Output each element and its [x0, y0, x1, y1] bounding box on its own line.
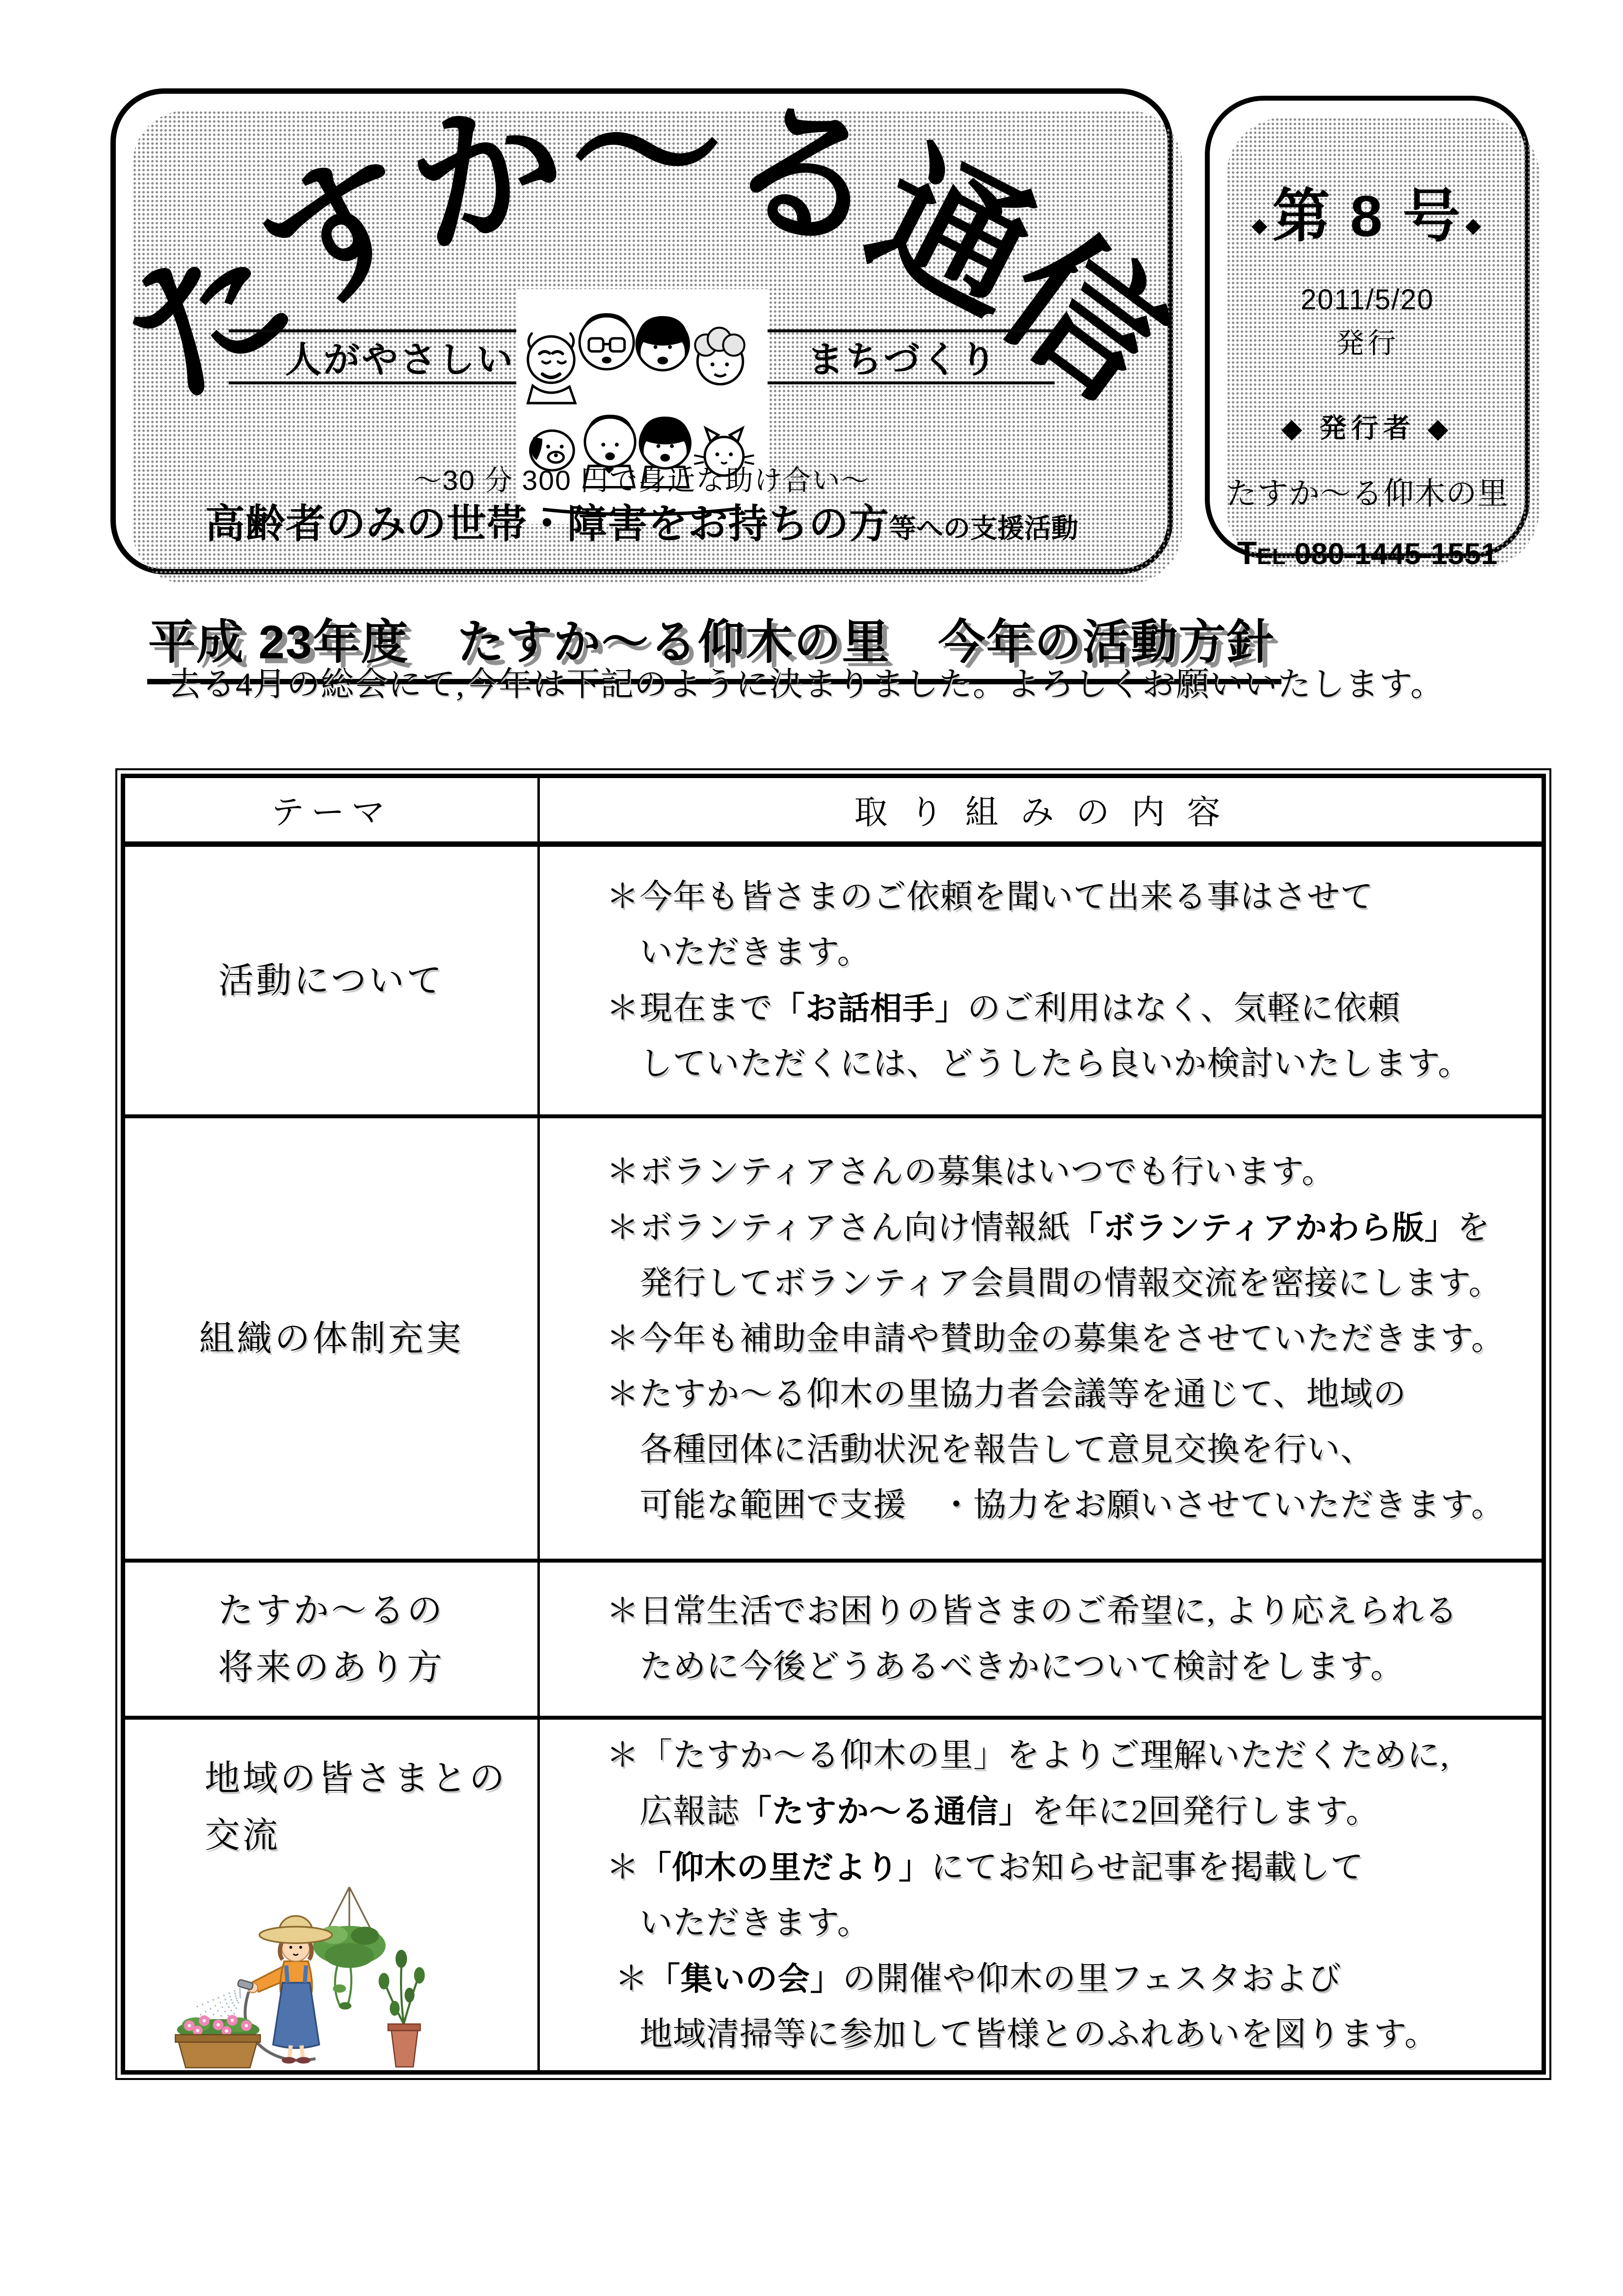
text-segment: いただきます。	[606, 934, 871, 971]
publisher-heading: ◆ 発行者 ◆	[1281, 413, 1454, 443]
section-heading-text: 平成 23年度 たすか〜る仰木の里 今年の活動方針	[147, 605, 1281, 684]
column-header-content: 取 り 組 み の 内 容	[854, 794, 1227, 831]
text-segment: を	[1457, 1209, 1490, 1246]
text-segment: 「ボランティアかわら版」	[1070, 1209, 1457, 1245]
theme-cell	[125, 1720, 540, 2070]
intro-text: 去る4月の総会にて,今年は下記のように決まりました。よろしくお願いいたします。	[168, 666, 1444, 703]
theme-label: 組織の体制充実	[199, 1319, 464, 1358]
table-row	[125, 1114, 1542, 1559]
content-line	[606, 1256, 1532, 1311]
tagline-band	[229, 329, 1055, 384]
text-segment: 「仰木の里だより」	[639, 1849, 931, 1885]
text-segment: ＊ボランティアさんの募集はいつでも行います。	[606, 1153, 1335, 1190]
table-body	[125, 847, 1542, 2070]
flower-planter	[175, 2015, 260, 2068]
content-line	[606, 1783, 1532, 1839]
content-line	[606, 1895, 1532, 1951]
theme-cell	[125, 847, 540, 1114]
masthead-target-line	[116, 492, 1168, 549]
issue-number-text: 第 8 号	[1272, 184, 1463, 249]
content-cell	[540, 847, 1542, 1114]
text-segment: ＊たすか〜る仰木の里協力者会議等を通じて、地域の	[606, 1376, 1407, 1412]
text-segment: のご利用はなく、気軽に依頼	[967, 990, 1401, 1026]
theme-label: たすか〜るの	[217, 1591, 445, 1630]
table-header-row	[125, 778, 1542, 847]
text-segment: ＊	[606, 1960, 648, 1997]
content-line	[606, 980, 1532, 1036]
activity-table-inner	[121, 774, 1546, 2075]
tel-label-small: EL	[1257, 544, 1286, 569]
theme-cell	[125, 1563, 540, 1716]
content-line	[606, 1839, 1532, 1895]
text-segment: 「お話相手」	[773, 990, 968, 1026]
publisher-name: たすか〜る仰木の里	[1226, 477, 1509, 511]
grandfather-figure	[528, 333, 575, 403]
tel-label: T	[1237, 535, 1257, 571]
column-header-theme: テーマ	[125, 778, 540, 841]
issue-number	[1249, 169, 1486, 253]
content-line	[606, 1036, 1532, 1092]
diamond-icon: ◆	[1465, 214, 1483, 237]
potted-plant	[378, 1950, 425, 2067]
content-line	[606, 1951, 1532, 2007]
target-suffix-text: 等への支援活動	[889, 513, 1079, 543]
text-segment: 発行してボランティア会員間の情報交流を密接にします。	[606, 1265, 1502, 1301]
text-segment: 地域清掃等に参加して皆様とのふれあいを図ります。	[606, 2016, 1438, 2053]
diamond-icon: ◆	[1251, 214, 1270, 237]
content-line	[606, 1639, 1532, 1695]
hanging-plant	[313, 1887, 386, 2009]
text-segment: ＊今年も皆さまのご依頼を聞いて出来る事はさせて	[606, 879, 1374, 915]
content-line	[606, 2007, 1532, 2062]
grandmother-figure	[695, 328, 744, 384]
content-line	[606, 1367, 1532, 1422]
theme-label: 地域の皆さまとの	[205, 1759, 507, 1798]
content-line	[606, 1422, 1532, 1478]
text-segment: していただくには、どうしたら良いか検討いたします。	[606, 1046, 1471, 1082]
text-segment: いただきます。	[606, 1904, 871, 1941]
content-cell	[540, 1720, 1542, 2070]
theme-cell	[125, 1118, 540, 1559]
text-segment: 「集いの会」	[648, 1960, 843, 1997]
activity-table	[115, 768, 1551, 2080]
target-main-text: 高齢者のみの世帯・障害をお持ちの方	[205, 502, 889, 546]
content-cell	[540, 1563, 1542, 1716]
masthead-box	[97, 70, 1192, 574]
content-cell	[540, 1118, 1542, 1559]
text-segment: ＊	[606, 1849, 639, 1886]
content-line	[606, 1584, 1532, 1639]
masthead-slogan: 〜30 分 300 円で身近な助け合い〜	[413, 465, 870, 496]
content-line	[606, 1728, 1532, 1783]
text-segment: ＊ボランティアさん向け情報紙	[606, 1209, 1071, 1246]
theme-label: 交流	[205, 1816, 281, 1855]
text-segment: ＊今年も補助金申請や賛助金の募集をさせていただきます。	[606, 1320, 1505, 1357]
content-line	[606, 1144, 1532, 1200]
issue-publish-word: 発行	[1335, 327, 1399, 359]
content-line	[606, 869, 1532, 925]
issue-date: 2011/5/20	[1301, 284, 1434, 316]
mother-figure	[637, 316, 689, 370]
content-line	[606, 1311, 1532, 1367]
father-figure	[579, 313, 633, 369]
text-segment: にてお知らせ記事を掲載して	[931, 1849, 1364, 1886]
text-segment: ＊現在まで	[606, 990, 773, 1026]
text-segment: 「たすか〜る通信」	[740, 1793, 1032, 1829]
content-line	[606, 1478, 1532, 1533]
text-segment: の開催や仰木の里フェスタおよび	[842, 1960, 1342, 1997]
table-row	[125, 1716, 1542, 2070]
text-segment: 広報誌	[606, 1793, 740, 1830]
text-segment: ＊「たすか〜る仰木の里」をよりご理解いただくために,	[606, 1737, 1449, 1774]
tagline-right: まちづくり	[807, 339, 998, 380]
tagline-left: 人がやさしい	[285, 339, 515, 380]
content-line	[606, 925, 1532, 980]
theme-label: 将来のあり方	[217, 1648, 445, 1687]
table-row	[125, 847, 1542, 1114]
table-row	[125, 1559, 1542, 1716]
newsletter-title-text: たすか〜る通信	[97, 70, 1192, 428]
telephone-line	[1237, 534, 1498, 571]
watering-woman-illustration	[152, 1885, 489, 2070]
text-segment: ために今後どうあるべきかについて検討をします。	[606, 1648, 1404, 1685]
text-segment: を年に2回発行します。	[1031, 1793, 1380, 1830]
tel-number: 080-1445-1551	[1294, 537, 1498, 570]
theme-label: 活動について	[218, 961, 445, 1000]
content-line	[606, 1200, 1532, 1256]
text-segment: 各種団体に活動状況を報告して意見交換を行い、	[606, 1431, 1374, 1468]
text-segment: 可能な範囲で支援 ・協力をお願いさせていただきます。	[606, 1486, 1505, 1523]
text-segment: ＊日常生活でお困りの皆さまのご希望に, より応えられる	[606, 1593, 1458, 1629]
issue-box	[1205, 96, 1530, 571]
